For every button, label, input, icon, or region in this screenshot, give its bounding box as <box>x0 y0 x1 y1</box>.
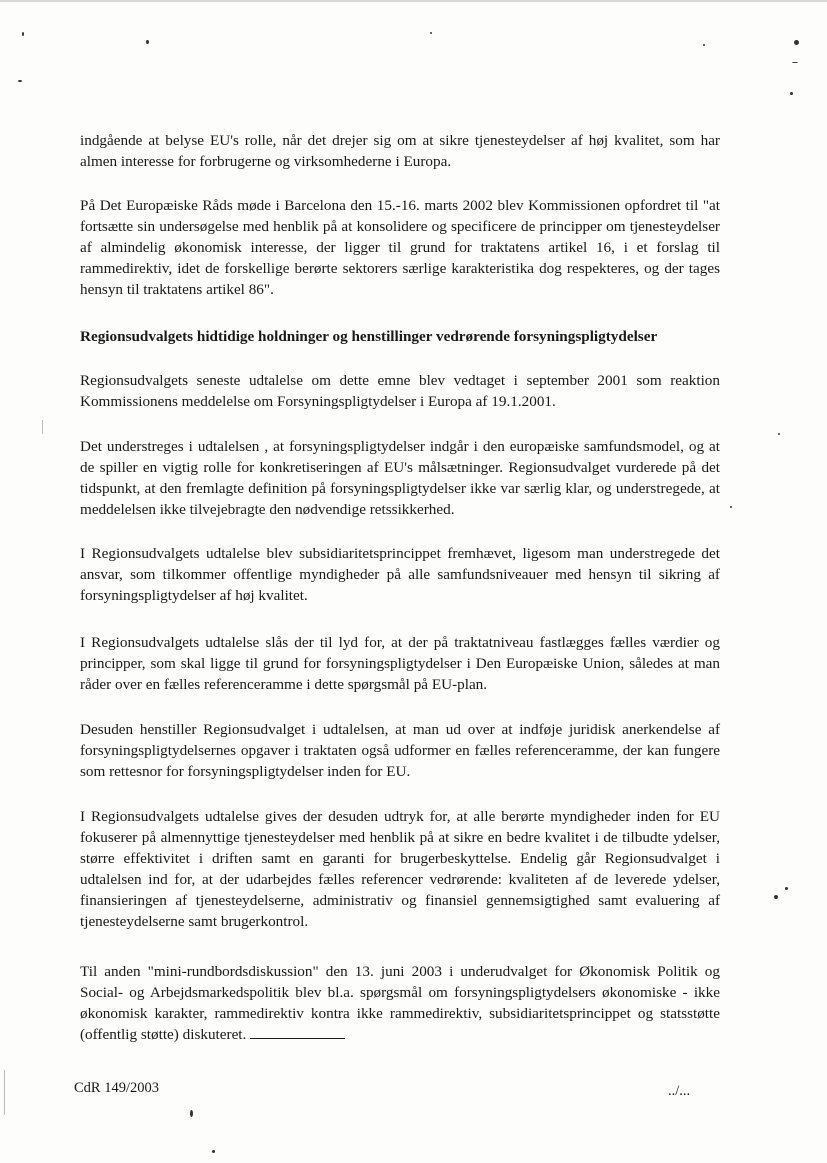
page-top-edge <box>0 0 827 2</box>
closing-rule <box>250 1024 345 1039</box>
scan-speck <box>790 92 793 95</box>
scan-speck <box>794 40 799 45</box>
paragraph-7: Desuden henstiller Regionsudvalget i udtalelsen, at man ud over at indføje juridisk anerkendelse af forsyningspligtydelsernes opgaver i traktaten også udformer en fælles referenceramme, der kan fungere som rettesnor for forsyningspligtydelser inden for EU. <box>80 721 720 780</box>
paragraph-9 <box>80 961 720 1045</box>
scan-edge-mark <box>42 420 43 434</box>
scan-speck <box>146 40 149 44</box>
scan-speck <box>785 887 788 890</box>
scan-speck <box>190 1110 193 1117</box>
paragraph-5: I Regionsudvalgets udtalelse blev subsidiaritetsprincippet fremhævet, ligesom man understregede det ansvar, som tilkommer offentlige myndigheder på alle samfundsniveauer med hensyn til sikring af forsyningspligtydelser af høj kvalitet. <box>80 545 720 604</box>
scan-speck <box>18 80 22 82</box>
scan-speck <box>703 44 705 46</box>
scan-speck <box>730 506 732 508</box>
scan-speck <box>778 433 780 435</box>
scan-speck <box>774 895 778 899</box>
section-heading: Regionsudvalgets hidtidige holdninger og henstillinger vedrørende forsyningspligtydelser <box>80 328 658 345</box>
paragraph-2: På Det Europæiske Råds møde i Barcelona den 15.-16. marts 2002 blev Kommissionen opfordret til "at fortsætte sin undersøgelse med henblik på at konsolidere og specificere de principper om tjenesteydelser af almindelig økonomisk interesse, der ligger til grund for traktatens artikel 16, i et forslag til rammedirektiv, idet de forskellige berørte sektorers særlige karakteristika dog respekteres, og der tages hensyn til traktatens artikel 86". <box>80 197 720 298</box>
scan-speck <box>430 32 432 34</box>
paragraph-6: I Regionsudvalgets udtalelse slås der til lyd for, at der på traktatniveau fastlægges fælles værdier og principper, som skal ligge til grund for forsyningspligtydelser i Den Europæiske Union, således at man råder over en fælles referenceramme i dette spørgsmål på EU-plan. <box>80 634 720 693</box>
paragraph-8: I Regionsudvalgets udtalelse gives der desuden udtryk for, at alle berørte myndigheder inden for EU fokuserer på almennyttige tjenesteydelser med henblik på at sikre en bedre kvalitet i de tilbudte ydelser, større effektivitet i driften samt en garanti for brugerbeskyttelse. Endelig går Regionsudvalget i udtalelsen ind for, at der udarbejdes fælles referencer vedrørende: kvaliteten af de leverede ydelser, finansieringen af tjenesteydelserne, administrativ og finansiel gennemsigtighed samt evaluering af tjenesteydelserne samt brugerkontrol. <box>80 808 720 930</box>
paragraph-3: Regionsudvalgets seneste udtalelse om dette emne blev vedtaget i september 2001 som reaktion Kommissionens meddelelse om Forsyningspligtydelser i Europa af 19.1.2001. <box>80 372 720 410</box>
document-reference: CdR 149/2003 <box>74 1080 159 1096</box>
paragraph-9-text: Til anden "mini-rundbordsdiskussion" den 13. juni 2003 i underudvalget for Økonomisk Politik og Social- og Arbejdsmarkedspolitik blev bl.a. spørgsmål om forsyningspligtydelsers økonomiske - ikke økonomisk karakter, rammedirektiv kontra ikke rammedirektiv, subsidiaritetsprincippet og statsstøtte (offentlig støtte) diskuteret. <box>80 963 720 1043</box>
scan-speck <box>792 62 798 63</box>
paragraph-1: indgående at belyse EU's rolle, når det drejer sig om at sikre tjenesteydelser af høj kvalitet, som har almen interesse for forbrugerne og virksomhederne i Europa. <box>80 132 720 170</box>
scan-speck <box>22 32 24 36</box>
paragraph-4: Det understreges i udtalelsen , at forsyningspligtydelser indgår i den europæiske samfundsmodel, og at de spiller en vigtig rolle for konkretiseringen af EU's målsætninger. Regionsudvalget vurderede på det tidspunkt, at den fremlagte definition på forsyningspligtydelser ikke var særlig klar, og understregede, at meddelelsen ikke tilvejebragte den nødvendige retssikkerhed. <box>80 438 720 518</box>
scan-speck <box>212 1150 215 1153</box>
scan-edge-mark <box>4 1070 5 1115</box>
continuation-marker: ../... <box>668 1083 691 1099</box>
